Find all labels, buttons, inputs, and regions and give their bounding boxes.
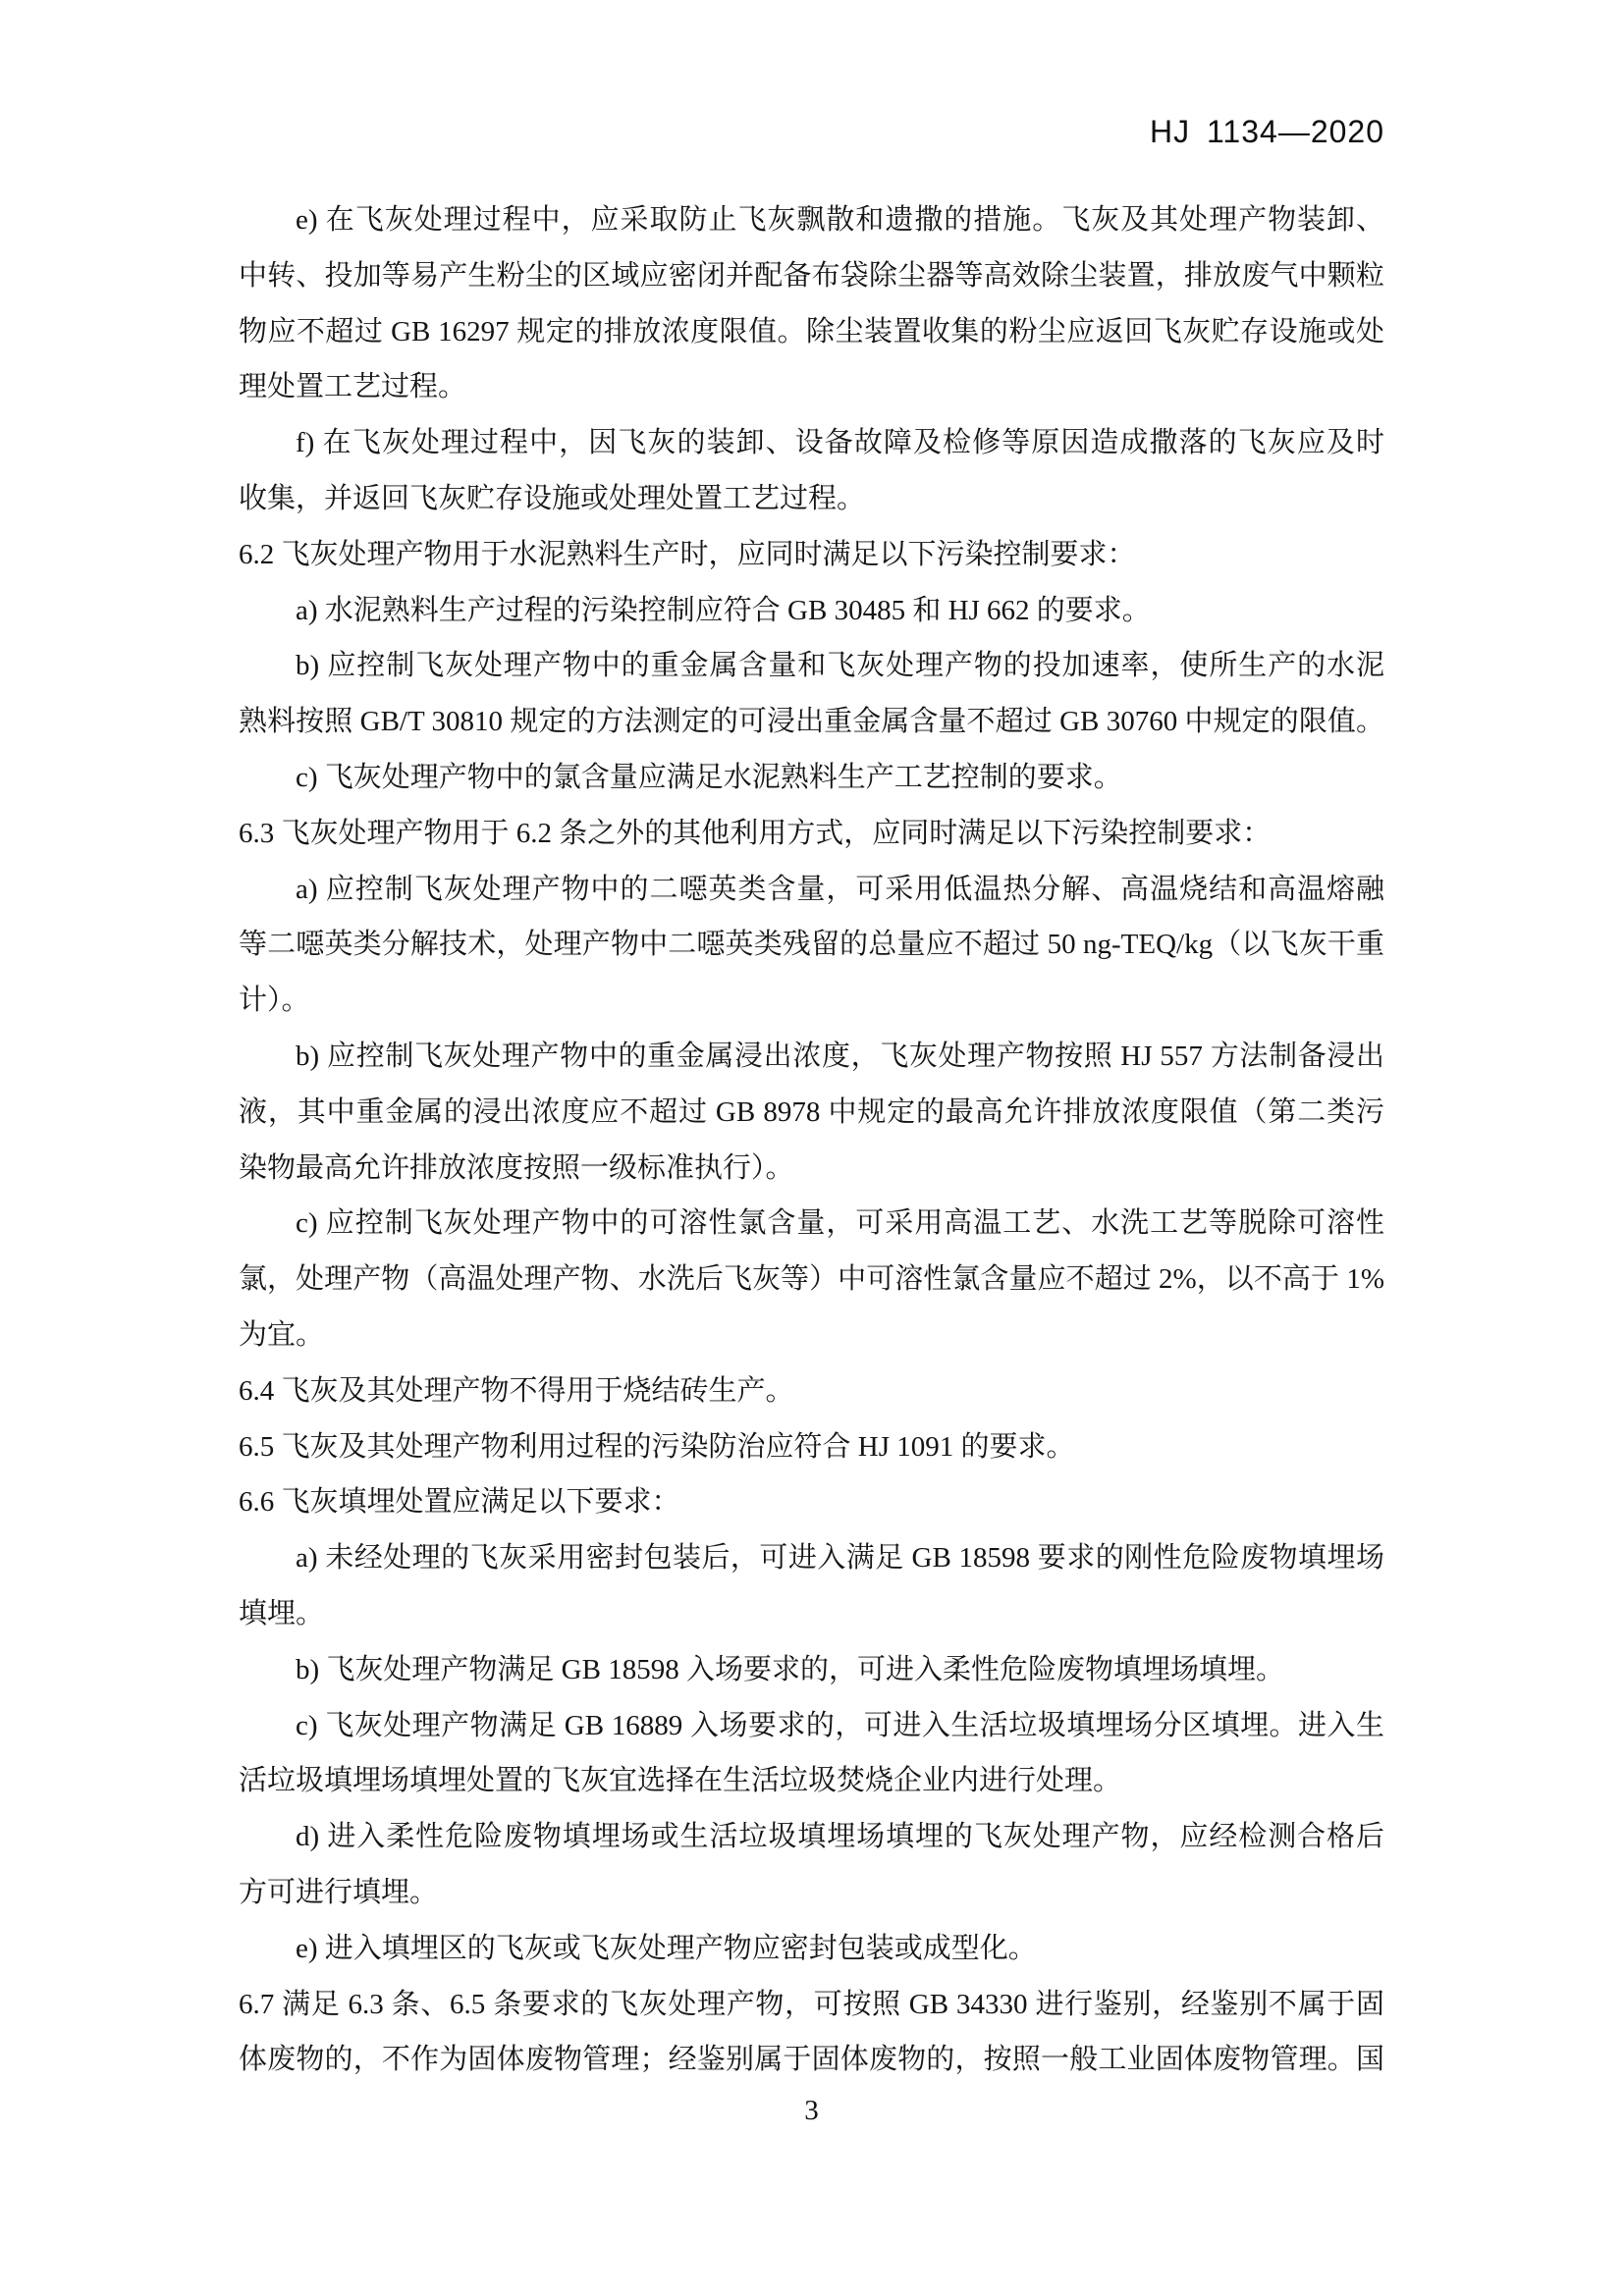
clause-6-7: 6.7 满足 6.3 条、6.5 条要求的飞灰处理产物，可按照 GB 34330 进行鉴别，经鉴别不属于固 [239, 1988, 1384, 2020]
clause-6-4: 6.4 飞灰及其处理产物不得用于烧结砖生产。 [239, 1374, 794, 1407]
text-line: 方可进行填埋。 [239, 1876, 439, 1908]
clause-6-5: 6.5 飞灰及其处理产物利用过程的污染防治应符合 HJ 1091 的要求。 [239, 1430, 1075, 1463]
text-line: a) 水泥熟料生产过程的污染控制应符合 GB 30485 和 HJ 662 的要求。 [296, 594, 1151, 626]
text-line: b) 应控制飞灰处理产物中的重金属含量和飞灰处理产物的投加速率，使所生产的水泥 [296, 650, 1384, 682]
text-line: a) 未经处理的飞灰采用密封包装后，可进入满足 GB 18598 要求的刚性危险废物填埋场 [296, 1542, 1384, 1575]
clause-6-2: 6.2 飞灰处理产物用于水泥熟料生产时，应同时满足以下污染控制要求： [239, 538, 1136, 570]
standard-number-header: HJ 1134—2020 [1150, 114, 1384, 149]
text-line: 熟料按照 GB/T 30810 规定的方法测定的可浸出重金属含量不超过 GB 30760 中规定的限值。 [239, 706, 1384, 738]
text-line: 等二噁英类分解技术，处理产物中二噁英类残留的总量应不超过 50 ng-TEQ/kg（以飞灰干重 [239, 929, 1384, 961]
text-line: 体废物的，不作为固体废物管理；经鉴别属于固体废物的，按照一般工业固体废物管理。国 [239, 2044, 1384, 2076]
text-line: b) 应控制飞灰处理产物中的重金属浸出浓度，飞灰处理产物按照 HJ 557 方法制备浸出 [296, 1040, 1384, 1072]
text-line: 填埋。 [239, 1597, 325, 1629]
clause-6-3: 6.3 飞灰处理产物用于 6.2 条之外的其他利用方式，应同时满足以下污染控制要求： [239, 817, 1272, 849]
text-line: 计）。 [239, 985, 310, 1017]
text-line: c) 飞灰处理产物满足 GB 16889 入场要求的，可进入生活垃圾填埋场分区填埋。进入生 [296, 1709, 1384, 1741]
text-line: 为宜。 [239, 1318, 325, 1351]
text-line: 氯，处理产物（高温处理产物、水洗后飞灰等）中可溶性氯含量应不超过 2%，以不高于 1% [239, 1263, 1384, 1296]
text-line: 活垃圾填埋场填埋处置的飞灰宜选择在生活垃圾焚烧企业内进行处理。 [239, 1765, 1122, 1797]
text-line: c) 应控制飞灰处理产物中的可溶性氯含量，可采用高温工艺、水洗工艺等脱除可溶性 [296, 1207, 1384, 1240]
text-line: e) 在飞灰处理过程中，应采取防止飞灰飘散和遗撒的措施。飞灰及其处理产物装卸、 [296, 204, 1384, 236]
text-line: 中转、投加等易产生粉尘的区域应密闭并配备布袋除尘器等高效除尘装置，排放废气中颗粒 [239, 259, 1384, 292]
text-line: b) 飞灰处理产物满足 GB 18598 入场要求的，可进入柔性危险废物填埋场填埋。 [296, 1653, 1284, 1685]
clause-6-6: 6.6 飞灰填埋处置应满足以下要求： [239, 1486, 680, 1519]
document-body [239, 192, 1384, 2088]
text-line: 收集，并返回飞灰贮存设施或处理处置工艺过程。 [239, 482, 866, 514]
text-line: f) 在飞灰处理过程中，因飞灰的装卸、设备故障及检修等原因造成撒落的飞灰应及时 [296, 427, 1384, 459]
text-line: c) 飞灰处理产物中的氯含量应满足水泥熟料生产工艺控制的要求。 [296, 761, 1122, 793]
text-line: a) 应控制飞灰处理产物中的二噁英类含量，可采用低温热分解、高温烧结和高温熔融 [296, 873, 1384, 905]
text-line: 物应不超过 GB 16297 规定的排放浓度限值。除尘装置收集的粉尘应返回飞灰贮存设施或处 [239, 315, 1384, 347]
text-line: d) 进入柔性危险废物填埋场或生活垃圾填埋场填埋的飞灰处理产物，应经检测合格后 [296, 1821, 1384, 1853]
text-line: e) 进入填埋区的飞灰或飞灰处理产物应密封包装或成型化。 [296, 1932, 1037, 1964]
page-number: 3 [804, 2095, 819, 2126]
text-line: 染物最高允许排放浓度按照一级标准执行）。 [239, 1151, 794, 1184]
text-line: 理处置工艺过程。 [239, 371, 467, 403]
text-line: 液，其中重金属的浸出浓度应不超过 GB 8978 中规定的最高允许排放浓度限值（第二类污 [239, 1095, 1384, 1128]
